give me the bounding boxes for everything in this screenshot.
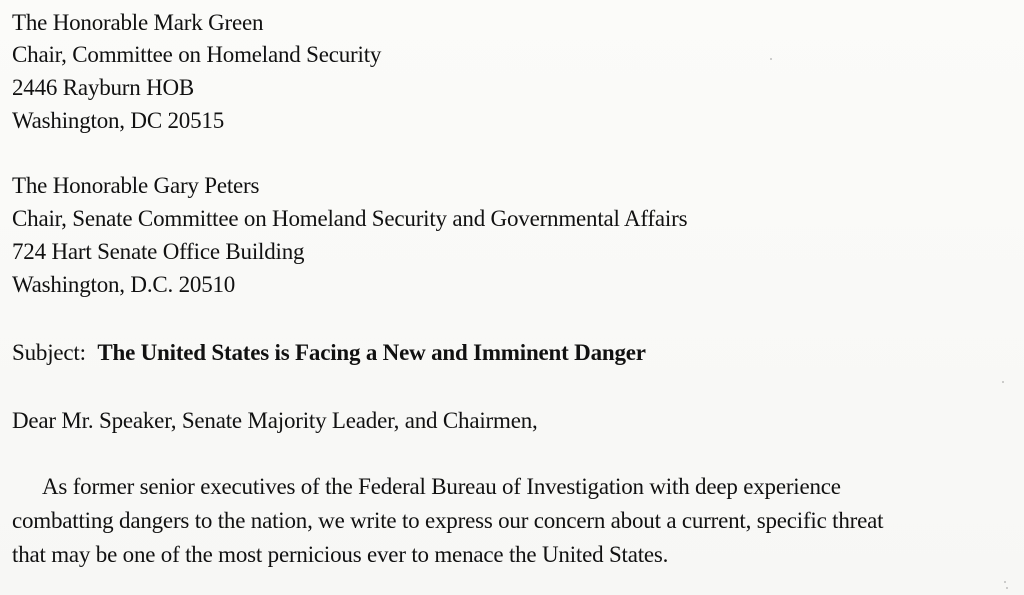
paper-speck	[770, 58, 772, 60]
recipient1-address-line1: 2446 Rayburn HOB	[12, 75, 195, 100]
recipient2-name: The Honorable Gary Peters	[12, 173, 260, 198]
paper-speck	[1006, 587, 1008, 589]
recipient1-address-line2: Washington, DC 20515	[12, 108, 225, 133]
body-line-3: that may be one of the most pernicious ever to menace the United States.	[12, 542, 669, 567]
subject-text: The United States is Facing a New and Imminent Danger	[97, 340, 646, 365]
recipient2-address-line1: 724 Hart Senate Office Building	[12, 239, 305, 264]
paper-speck	[1002, 381, 1004, 383]
recipient1-title: Chair, Committee on Homeland Security	[12, 42, 382, 67]
recipient2-address-line2: Washington, D.C. 20510	[12, 272, 236, 297]
subject-line	[12, 340, 646, 366]
salutation: Dear Mr. Speaker, Senate Majority Leader, and Chairmen,	[12, 408, 538, 433]
paper-speck	[1004, 581, 1006, 583]
body-line-2: combatting dangers to the nation, we write to express our concern about a current, specific threat	[12, 508, 884, 533]
recipient1-name: The Honorable Mark Green	[12, 10, 264, 35]
subject-label: Subject:	[12, 340, 86, 365]
recipient2-title: Chair, Senate Committee on Homeland Security and Governmental Affairs	[12, 206, 688, 231]
body-line-1: As former senior executives of the Federal Bureau of Investigation with deep experience	[42, 474, 841, 499]
